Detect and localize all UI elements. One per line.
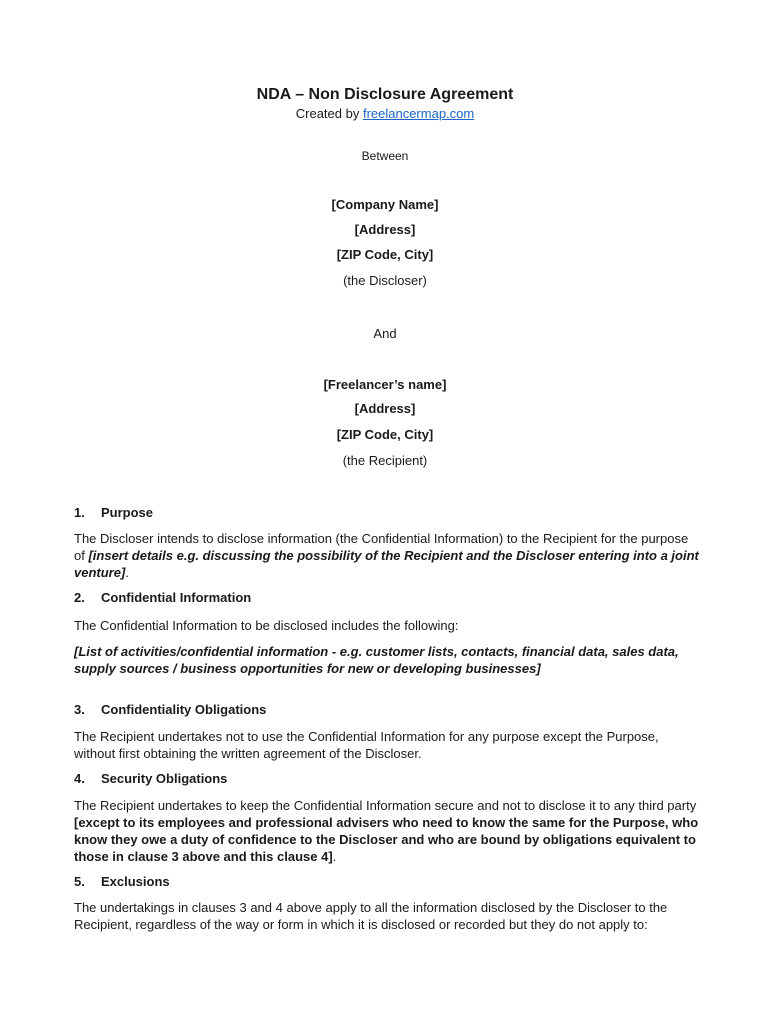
section-paragraph-exclusions: The undertakings in clauses 3 and 4 above apply to all the information disclosed by the Discloser to the Recipient, regardless of the way or form in which it is disclosed or recorded but they do not apply to: bbox=[74, 900, 668, 932]
company-address: [Address] bbox=[354, 222, 416, 237]
section-heading-confidential-information bbox=[74, 590, 251, 605]
section-title: Purpose bbox=[101, 505, 154, 520]
paragraph-text-end: . bbox=[332, 849, 337, 864]
purpose-placeholder: [insert details e.g. discussing the possibility of the Recipient and the Discloser entering into a joint venture] bbox=[74, 548, 699, 580]
confidential-info-placeholder: [List of activities/confidential information - e.g. customer lists, contacts, financial data, sales data, supply sources / business opportunities for new or developing businesses] bbox=[74, 644, 679, 676]
company-zip-city: [ZIP Code, City] bbox=[336, 247, 434, 262]
freelancer-name: [Freelancer’s name] bbox=[323, 377, 447, 392]
section-title: Exclusions bbox=[101, 874, 170, 889]
paragraph-text-end: . bbox=[125, 565, 129, 580]
section-number: 2. bbox=[74, 590, 85, 605]
section-paragraph-purpose bbox=[74, 530, 699, 581]
section-paragraph-confidential-information: The Confidential Information to be disclosed includes the following: bbox=[74, 618, 459, 633]
between-label: Between bbox=[361, 149, 409, 163]
section-title: Security Obligations bbox=[101, 771, 228, 786]
created-by-line bbox=[0, 106, 770, 121]
section-number: 4. bbox=[74, 771, 85, 786]
section-number: 3. bbox=[74, 702, 85, 717]
freelancermap-link[interactable]: freelancermap.com bbox=[362, 106, 475, 121]
section-paragraph-security-obligations bbox=[74, 797, 699, 865]
paragraph-text: The Recipient undertakes to keep the Confidential Information secure and not to disclose it to any third party bbox=[74, 798, 697, 813]
paragraph-text: The Discloser intends to disclose information (the Confidential Information) to the Recipient for the purpose of bbox=[74, 531, 689, 563]
section-heading-confidentiality-obligations bbox=[74, 702, 266, 717]
section-title: Confidentiality Obligations bbox=[101, 702, 267, 717]
company-name: [Company Name] bbox=[331, 197, 439, 212]
section-heading-security-obligations bbox=[74, 771, 227, 786]
section-number: 5. bbox=[74, 874, 85, 889]
freelancer-address: [Address] bbox=[354, 401, 416, 416]
section-title: Confidential Information bbox=[101, 590, 252, 605]
discloser-label: (the Discloser) bbox=[343, 273, 427, 288]
created-by-prefix: Created by bbox=[295, 106, 363, 121]
section-paragraph-confidentiality-obligations: The Recipient undertakes not to use the Confidential Information for any purpose except the Purpose, without first obtaining the written agreement of the Discloser. bbox=[74, 729, 659, 761]
recipient-label: (the Recipient) bbox=[342, 453, 428, 468]
and-label: And bbox=[373, 326, 397, 341]
section-heading-exclusions bbox=[74, 874, 170, 889]
security-bold-clause: [except to its employees and professional advisers who need to know the same for the Purpose, who know they owe a duty of confidence to the Discloser and who are bound by obligations equivalent to those in clause 3 above and this clause 4] bbox=[74, 815, 699, 864]
freelancer-zip-city: [ZIP Code, City] bbox=[336, 427, 434, 442]
section-heading-purpose bbox=[74, 505, 153, 520]
document-title: NDA – Non Disclosure Agreement bbox=[256, 86, 514, 103]
section-number: 1. bbox=[74, 505, 85, 520]
